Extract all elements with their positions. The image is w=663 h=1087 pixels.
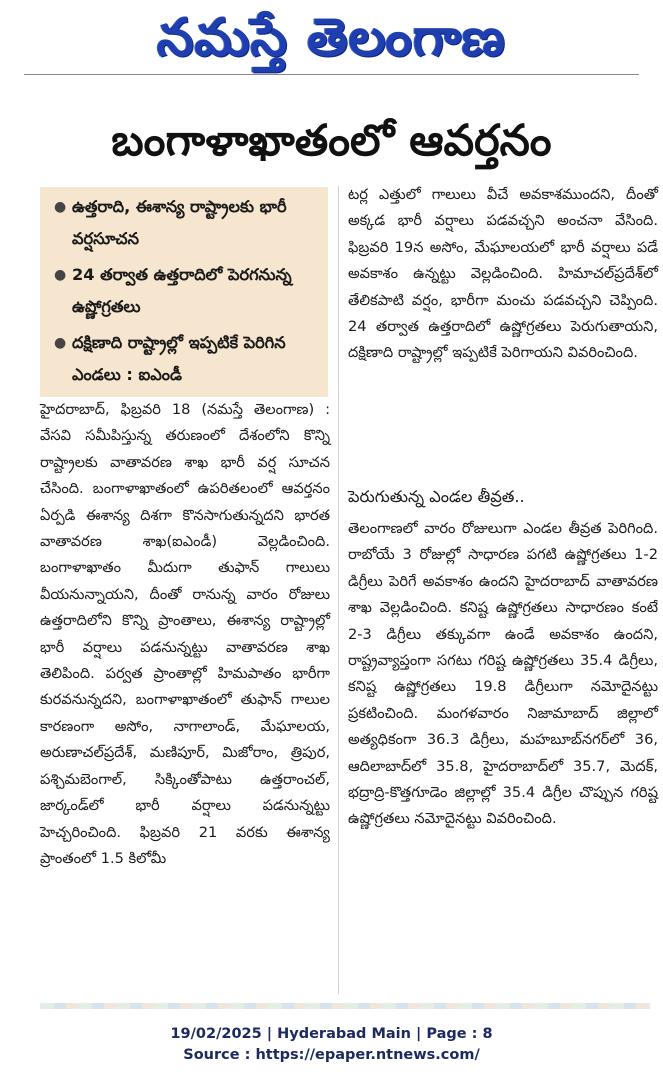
footer-source: Source : https://epaper.ntnews.com/: [183, 1047, 480, 1063]
highlights-box: [40, 187, 328, 397]
highlight-item: [54, 259, 324, 323]
bullet-icon: ●: [54, 199, 67, 215]
column-divider: [338, 186, 339, 994]
article-body-right-2: తెలంగాణలో వారం రోజులుగా ఎండల తీవ్రత పెరిగింది. రాబోయే 3 రోజుల్లో సాధారణ పగటి ఉష్ణోగ్రతలు 1-2 డిగ్రీలు పెరిగే అవకాశం ఉందని హైదరాబాద్ వాతావరణ శాఖ వెల్లడించింది. కనిష్ట ఉష్ణోగ్రతలు సాధారణం కంటే 2-3 డిగ్రీలు తక్కువగా ఉండే అవకాశం ఉందని, రాష్ట్రవ్యాప్తంగా సగటు గరిష్ట ఉష్ణోగ్రతలు 35.4 డిగ్రీలు, కనిష్ట ఉష్ణోగ్రతలు 19.8 డిగ్రీలుగా నమోదైనట్టు ప్రకటించింది. మంగళవారం నిజామాబాద్ జిల్లాలో అత్యధికంగా 36.3 డిగ్రీలు, మహబూబ్‌నగర్‌లో 36, ఆదిలాబాద్‌లో 35.8, హైదరాబాద్‌లో 35.7, మెదక్, భద్రాద్రి-కొత్తగూడెం జిల్లాల్లో 35.4 డిగ్రీల చొప్పున గరిష్ట ఉష్ణోగ్రతలు నమోదైనట్టు వివరించింది.: [348, 520, 658, 828]
highlight-item: [54, 327, 324, 391]
highlight-text: దక్షిణాది రాష్ట్రాల్లో ఇప్పటికే పెరిగిన ఎండలు : ఐఎండీ: [72, 333, 286, 384]
article-headline: బంగాళాఖాతంలో ఆవర్తనం: [111, 116, 552, 166]
highlight-text: 24 తర్వాత ఉత్తరాదిలో పెరగనున్న ఉష్ణోగ్రతలు: [72, 265, 292, 316]
article-body-left: హైదరాబాద్, ఫిబ్రవరి 18 (నమస్తే తెలంగాణ) : వేసవి సమీపిస్తున్న తరుణంలో దేశంలోని కొన్ని రాష్ట్రాలకు వాతావరణ శాఖ భారీ వర్ష సూచన చేసింది. బంగాళాఖాతంలో ఉపరితలంలో ఆవర్తనం ఏర్పడి ఈశాన్య దిశగా కొనసాగుతున్నదని భారత వాతావరణ శాఖ(ఐఎండీ) వెల్లడించింది. బంగాళాఖాతం మీదుగా తుఫాన్ గాలులు వీయనున్నాయని, దీంతో రానున్న వారం రోజులు ఉత్తరాదిలోని కొన్ని ప్రాంతాలు, ఈశాన్య రాష్ట్రాల్లో భారీ వర్షాలు పడనున్నట్టు వాతావరణ శాఖ తెలిపింది. పర్వత ప్రాంతాల్లో హిమపాతం భారీగా కురవనున్నదని, బంగాళాఖాతంలో తుఫాన్ గాలుల కారణంగా అసోం, నాగాలాండ్, మేఘాలయ, అరుణాచల్‌ప్రదేశ్, మణిపూర్, మిజోరాం, త్రిపుర, పశ్చిమబెంగాల్, సిక్కింతోపాటు ఉత్తరాంచల్, జార్కండ్‌లో భారీ వర్షాలు పడనున్నట్టు హెచ్చరించింది. ఫిబ్రవరి 21 వరకు ఈశాన్య ప్రాంతంలో 1.5 కిలోమీ: [40, 401, 330, 867]
article-subheading: పెరుగుతున్న ఎండల తీవ్రత..: [348, 487, 525, 506]
bullet-icon: ●: [54, 267, 67, 283]
page-footer: [0, 1024, 663, 1066]
masthead-divider: [24, 74, 639, 75]
highlight-text: ఉత్తరాది, ఈశాన్య రాష్ట్రాలకు భారీ వర్షసూచన: [72, 197, 287, 248]
footer-date-edition: 19/02/2025 | Hyderabad Main | Page : 8: [170, 1026, 493, 1042]
highlight-item: [54, 191, 324, 255]
bullet-icon: ●: [54, 335, 67, 351]
article-body-right-1: టర్ల ఎత్తులో గాలులు వీచే అవకాశముందని, దీంతో అక్కడ భారీ వర్షాలు పడవచ్చని అంచనా వేసింది. ఫిబ్రవరి 19న అసోం, మేఘాలయలో భారీ వర్షాలు పడే అవకాశం ఉన్నట్టు వెల్లడించింది. హిమాచల్‌ప్రదేశ్‌లో తేలికపాటి వర్షం, భారీగా మంచు పడవచ్చని చెప్పింది. 24 తర్వాత ఉత్తరాదిలో ఉష్ణోగ్రతలు పెరుగుతాయని, దక్షిణాది రాష్ట్రాల్లో ఇప్పటికే పెరిగాయని వివరించింది.: [348, 186, 658, 362]
masthead-logo: [0, 6, 663, 70]
cropped-strip: [40, 1003, 650, 1009]
masthead-title: నమస్తే తెలంగాణ: [157, 8, 506, 68]
